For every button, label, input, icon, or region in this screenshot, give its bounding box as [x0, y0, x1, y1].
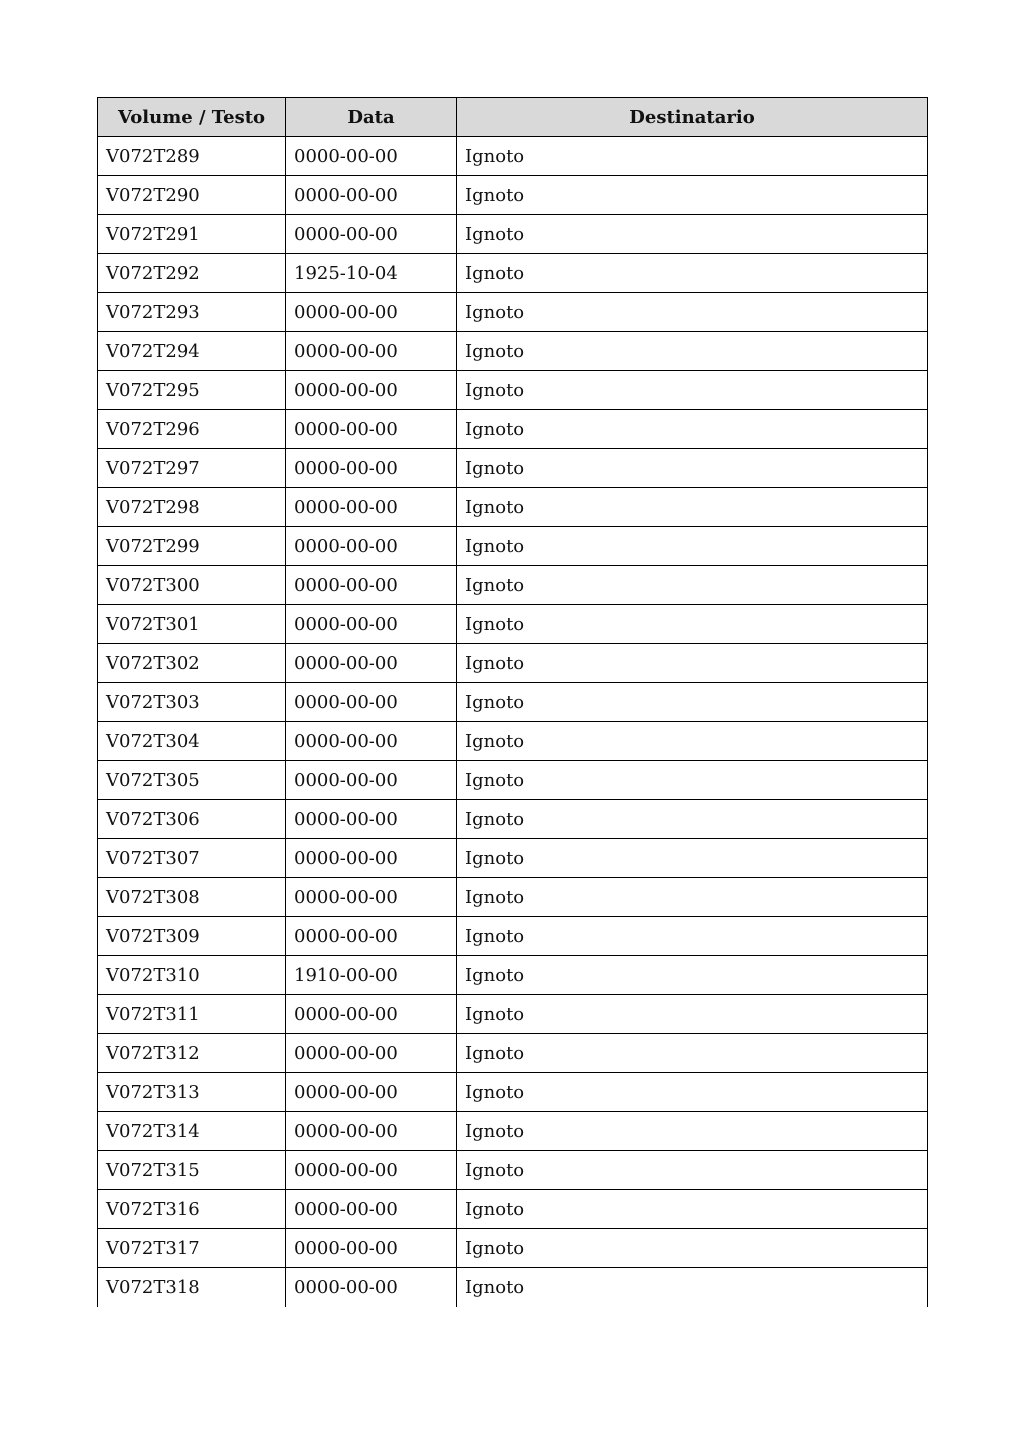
cell-destinatario: Ignoto [457, 800, 928, 839]
cell-destinatario: Ignoto [457, 605, 928, 644]
table-body [98, 137, 928, 1307]
cell-destinatario: Ignoto [457, 644, 928, 683]
table-row [98, 1112, 928, 1151]
cell-volume-testo: V072T289 [98, 137, 286, 176]
cell-data: 0000-00-00 [286, 1190, 457, 1229]
cell-volume-testo: V072T298 [98, 488, 286, 527]
table-row [98, 722, 928, 761]
table-row [98, 1073, 928, 1112]
cell-volume-testo: V072T314 [98, 1112, 286, 1151]
header-row [98, 98, 928, 137]
cell-destinatario: Ignoto [457, 410, 928, 449]
cell-data: 0000-00-00 [286, 605, 457, 644]
letters-table [97, 97, 928, 1307]
cell-data: 0000-00-00 [286, 1268, 457, 1307]
cell-data: 0000-00-00 [286, 410, 457, 449]
cell-volume-testo: V072T290 [98, 176, 286, 215]
cell-volume-testo: V072T291 [98, 215, 286, 254]
cell-data: 0000-00-00 [286, 878, 457, 917]
cell-volume-testo: V072T305 [98, 761, 286, 800]
cell-destinatario: Ignoto [457, 566, 928, 605]
cell-destinatario: Ignoto [457, 137, 928, 176]
cell-destinatario: Ignoto [457, 293, 928, 332]
cell-volume-testo: V072T312 [98, 1034, 286, 1073]
table-row [98, 137, 928, 176]
table-row [98, 566, 928, 605]
cell-destinatario: Ignoto [457, 878, 928, 917]
cell-volume-testo: V072T292 [98, 254, 286, 293]
cell-destinatario: Ignoto [457, 839, 928, 878]
cell-data: 1925-10-04 [286, 254, 457, 293]
cell-data: 0000-00-00 [286, 644, 457, 683]
cell-destinatario: Ignoto [457, 683, 928, 722]
cell-data: 0000-00-00 [286, 137, 457, 176]
cell-volume-testo: V072T317 [98, 1229, 286, 1268]
cell-destinatario: Ignoto [457, 332, 928, 371]
table-row [98, 1190, 928, 1229]
cell-data: 0000-00-00 [286, 371, 457, 410]
cell-volume-testo: V072T303 [98, 683, 286, 722]
cell-volume-testo: V072T299 [98, 527, 286, 566]
cell-destinatario: Ignoto [457, 176, 928, 215]
cell-volume-testo: V072T307 [98, 839, 286, 878]
cell-data: 0000-00-00 [286, 293, 457, 332]
table-row [98, 449, 928, 488]
table-row [98, 761, 928, 800]
cell-data: 0000-00-00 [286, 1151, 457, 1190]
cell-volume-testo: V072T297 [98, 449, 286, 488]
table-row [98, 917, 928, 956]
cell-data: 0000-00-00 [286, 215, 457, 254]
cell-volume-testo: V072T315 [98, 1151, 286, 1190]
table-row [98, 254, 928, 293]
cell-volume-testo: V072T309 [98, 917, 286, 956]
cell-data: 0000-00-00 [286, 683, 457, 722]
table-row [98, 332, 928, 371]
cell-destinatario: Ignoto [457, 449, 928, 488]
cell-destinatario: Ignoto [457, 1034, 928, 1073]
cell-volume-testo: V072T296 [98, 410, 286, 449]
cell-data: 0000-00-00 [286, 488, 457, 527]
cell-volume-testo: V072T311 [98, 995, 286, 1034]
cell-data: 0000-00-00 [286, 527, 457, 566]
cell-data: 0000-00-00 [286, 995, 457, 1034]
cell-data: 0000-00-00 [286, 839, 457, 878]
table-row [98, 176, 928, 215]
cell-destinatario: Ignoto [457, 1112, 928, 1151]
cell-data: 0000-00-00 [286, 566, 457, 605]
cell-data: 0000-00-00 [286, 1073, 457, 1112]
cell-destinatario: Ignoto [457, 917, 928, 956]
header-data: Data [286, 98, 457, 137]
cell-volume-testo: V072T308 [98, 878, 286, 917]
cell-data: 0000-00-00 [286, 176, 457, 215]
cell-volume-testo: V072T301 [98, 605, 286, 644]
cell-data: 1910-00-00 [286, 956, 457, 995]
cell-data: 0000-00-00 [286, 800, 457, 839]
cell-destinatario: Ignoto [457, 956, 928, 995]
cell-destinatario: Ignoto [457, 1268, 928, 1307]
cell-destinatario: Ignoto [457, 995, 928, 1034]
cell-destinatario: Ignoto [457, 527, 928, 566]
cell-destinatario: Ignoto [457, 1229, 928, 1268]
cell-volume-testo: V072T304 [98, 722, 286, 761]
cell-data: 0000-00-00 [286, 1112, 457, 1151]
table-row [98, 878, 928, 917]
cell-data: 0000-00-00 [286, 1229, 457, 1268]
cell-data: 0000-00-00 [286, 1034, 457, 1073]
table-row [98, 371, 928, 410]
header-volume-testo: Volume / Testo [98, 98, 286, 137]
table-row [98, 644, 928, 683]
cell-volume-testo: V072T300 [98, 566, 286, 605]
table-row [98, 683, 928, 722]
cell-data: 0000-00-00 [286, 761, 457, 800]
cell-destinatario: Ignoto [457, 1190, 928, 1229]
table-row [98, 410, 928, 449]
cell-volume-testo: V072T313 [98, 1073, 286, 1112]
table-row [98, 605, 928, 644]
table-row [98, 293, 928, 332]
table-row [98, 1034, 928, 1073]
cell-volume-testo: V072T318 [98, 1268, 286, 1307]
header-destinatario: Destinatario [457, 98, 928, 137]
table-row [98, 527, 928, 566]
cell-volume-testo: V072T310 [98, 956, 286, 995]
cell-data: 0000-00-00 [286, 722, 457, 761]
table-header [98, 98, 928, 137]
cell-destinatario: Ignoto [457, 254, 928, 293]
table-row [98, 800, 928, 839]
table-row [98, 1229, 928, 1268]
table-row [98, 488, 928, 527]
table-row [98, 215, 928, 254]
cell-destinatario: Ignoto [457, 371, 928, 410]
cell-data: 0000-00-00 [286, 449, 457, 488]
cell-data: 0000-00-00 [286, 917, 457, 956]
table-row [98, 995, 928, 1034]
cell-volume-testo: V072T316 [98, 1190, 286, 1229]
cell-volume-testo: V072T306 [98, 800, 286, 839]
cell-volume-testo: V072T302 [98, 644, 286, 683]
cell-volume-testo: V072T293 [98, 293, 286, 332]
cell-destinatario: Ignoto [457, 722, 928, 761]
table-row [98, 956, 928, 995]
cell-volume-testo: V072T295 [98, 371, 286, 410]
cell-volume-testo: V072T294 [98, 332, 286, 371]
table-row [98, 1151, 928, 1190]
table-row [98, 1268, 928, 1307]
table-row [98, 839, 928, 878]
cell-destinatario: Ignoto [457, 1073, 928, 1112]
cell-data: 0000-00-00 [286, 332, 457, 371]
cell-destinatario: Ignoto [457, 488, 928, 527]
cell-destinatario: Ignoto [457, 1151, 928, 1190]
cell-destinatario: Ignoto [457, 761, 928, 800]
cell-destinatario: Ignoto [457, 215, 928, 254]
